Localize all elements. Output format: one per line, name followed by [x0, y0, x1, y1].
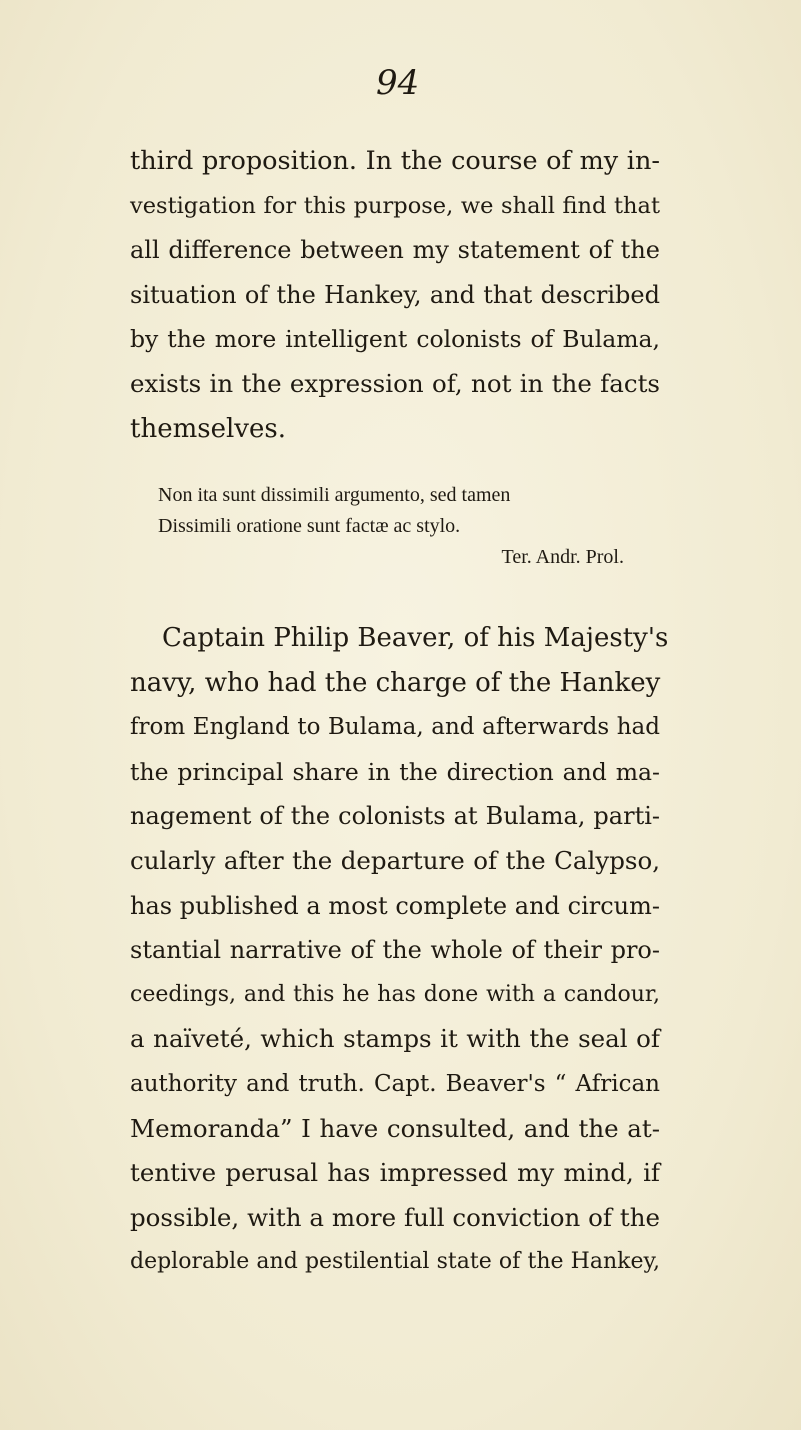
page-number: 94 [376, 63, 420, 103]
text-line: the principal share in the direction and ma- [130, 757, 660, 786]
text-line: cularly after the departure of the Calypso, [130, 845, 660, 875]
text-line: has published a most complete and circum- [130, 891, 660, 920]
text-line: all difference between my statement of the [130, 236, 660, 265]
text-line: ceedings, and this he has done with a candour, [130, 981, 660, 1007]
text-line: nagement of the colonists at Bulama, parti- [130, 802, 660, 831]
text-line: authority and truth. Capt. Beaver's “ African [130, 1070, 660, 1097]
text-line: navy, who had the charge of the Hankey [130, 667, 661, 698]
text-line: by the more intelligent colonists of Bulama, [130, 325, 660, 354]
quote-attribution: Ter. Andr. Prol. [501, 546, 624, 568]
text-line: Memoranda” I have consulted, and the at- [130, 1113, 660, 1143]
text-line: exists in the expression of, not in the facts [130, 368, 660, 398]
text-line: stantial narrative of the whole of their pro- [130, 936, 660, 965]
text-line: situation of the Hankey, and that described [130, 280, 660, 309]
text-line: possible, with a more full conviction of the [130, 1202, 660, 1232]
quote-line: Dissimili oratione sunt factæ ac stylo. [158, 515, 461, 537]
text-line: tentive perusal has impressed my mind, if [130, 1158, 660, 1188]
text-line: Captain Philip Beaver, of his Majesty's [162, 623, 669, 653]
latin-quotation [158, 480, 638, 573]
quote-line: Non ita sunt dissimili argumento, sed tamen [158, 484, 511, 506]
text-line: deplorable and pestilential state of the Hankey, [130, 1249, 660, 1275]
text-line: vestigation for this purpose, we shall find that [130, 192, 660, 219]
text-line: third proposition. In the course of my in- [130, 146, 660, 176]
text-line: themselves. [130, 413, 286, 444]
paragraph-1 [130, 139, 660, 451]
text-line: a naïveté, which stamps it with the seal of [130, 1024, 660, 1054]
paragraph-2 [130, 616, 669, 1285]
text-line: from England to Bulama, and afterwards had [130, 714, 660, 741]
